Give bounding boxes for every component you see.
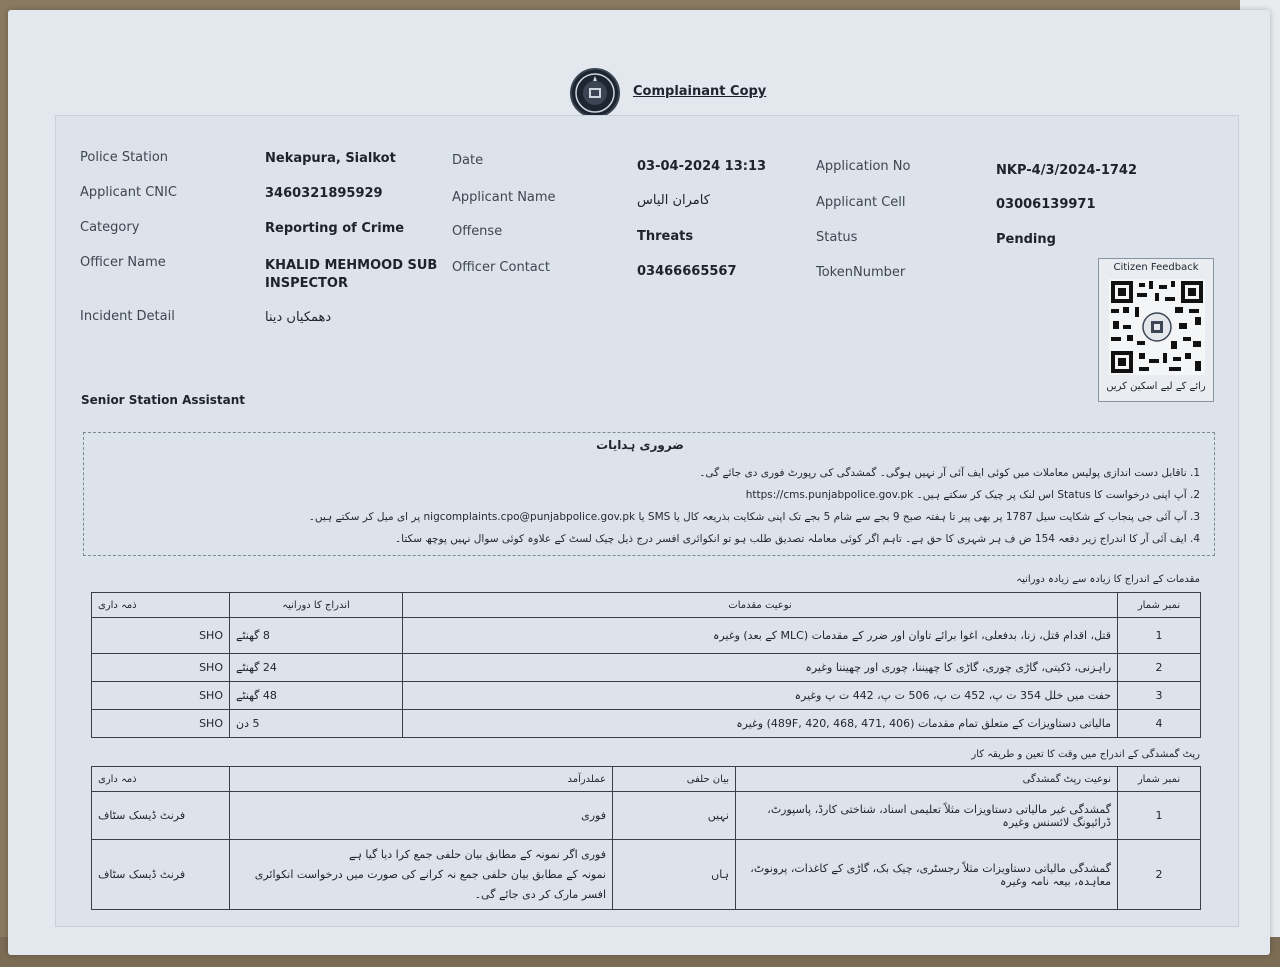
police-station-value: Nekapura, Sialkot bbox=[265, 151, 396, 166]
officer-contact-value: 03466665567 bbox=[637, 264, 737, 279]
applicant-name-label: Applicant Name bbox=[452, 190, 556, 205]
cell-action-line2: نمونہ کے مطابق بیان حلفی جمع نہ کرانے کی صورت میں درخواست انکوائری افسر مارک کر دی جائے گی۔ bbox=[254, 867, 606, 901]
cell-duration: 48 گھنٹے bbox=[230, 682, 403, 710]
cell-case-type: راہزنی، ڈکیتی، گاڑی چوری، گاڑی کا چھیننا، چوری اور چھیننا وغیرہ bbox=[403, 654, 1118, 682]
applicant-cell-label: Applicant Cell bbox=[816, 195, 906, 210]
status-value: Pending bbox=[996, 232, 1056, 247]
header-responsibility: ذمہ داری bbox=[92, 593, 230, 618]
missing-report-table bbox=[91, 766, 1201, 910]
instruction-item: 3. آپ آئی جی پنجاب کے شکایت سیل 1787 پر بھی پیر تا ہفتہ صبح 9 بجے سے شام 5 بجے تک اپنی شکایت بذریعہ کال یا SMS یا nigcomplaints.cpo@punjabpolice.gov.pk پر ای میل کر سکتے ہیں۔ bbox=[308, 511, 1200, 523]
offense-value: Threats bbox=[637, 229, 694, 244]
date-label: Date bbox=[452, 153, 484, 168]
cell-responsibility: SHO bbox=[92, 654, 230, 682]
table2-caption: رپٹ گمشدگی کے اندراج میں وقت کا تعین و طریقہ کار bbox=[971, 749, 1200, 760]
cell-duration: 24 گھنٹے bbox=[230, 654, 403, 682]
header-responsibility: ذمہ داری bbox=[92, 767, 230, 792]
cell-case-type: قتل، اقدام قتل، زنا، بدفعلی، اغوا برائے تاوان اور ضرر کے مقدمات (MLC کے بعد) وغیرہ bbox=[403, 618, 1118, 654]
officer-name-value-line2: INSPECTOR bbox=[265, 276, 348, 291]
table-row bbox=[92, 618, 1201, 654]
date-value: 03-04-2024 13:13 bbox=[637, 159, 767, 174]
cell-report-type: گمشدگی غیر مالیاتی دستاویزات مثلاً تعلیمی اسناد، شناختی کارڈ، پاسپورٹ، ڈرائیونگ لائسنس وغیرہ bbox=[736, 792, 1118, 840]
table-header-row bbox=[92, 593, 1201, 618]
cell-serial: 3 bbox=[1118, 682, 1201, 710]
instruction-item: 1. ناقابل دست اندازی پولیس معاملات میں کوئی ایف آئی آر نہیں ہوگی۔ گمشدگی کی رپورٹ فوری دی جائے گی۔ bbox=[699, 467, 1200, 479]
cell-report-type: گمشدگی مالیاتی دستاویزات مثلاً رجسٹری، چیک بک، گاڑی کے کاغذات، پرونوٹ، معاہدہ، بیعہ نامہ وغیرہ bbox=[736, 840, 1118, 910]
table-row bbox=[92, 682, 1201, 710]
table-header-row bbox=[92, 767, 1201, 792]
token-number-label: TokenNumber bbox=[816, 265, 906, 280]
application-no-value: NKP-4/3/2024-1742 bbox=[996, 163, 1137, 178]
instructions-list bbox=[100, 462, 1200, 550]
header-duration: اندراج کا دورانیہ bbox=[230, 593, 403, 618]
officer-name-value-line1: KHALID MEHMOOD SUB bbox=[265, 258, 438, 273]
incident-detail-label: Incident Detail bbox=[80, 309, 175, 324]
application-no-label: Application No bbox=[816, 159, 911, 174]
cell-case-type: مالیاتی دستاویزات کے متعلق تمام مقدمات (489F, 420, 468, 471, 406) وغیرہ bbox=[403, 710, 1118, 738]
senior-station-assistant-label: Senior Station Assistant bbox=[81, 393, 246, 407]
instruction-item: 4. ایف آئی آر کا اندراج زیر دفعہ 154 ض ف ہر شہری کا حق ہے۔ تاہم اگر کوئی معاملہ تصدیق طلب ہو تو انکوائری افسر درج ذیل چیک لسٹ کے علاوہ کوئی سوال نہیں پوچھ سکتا۔ bbox=[394, 533, 1200, 545]
police-station-label: Police Station bbox=[80, 150, 169, 165]
qr-title: Citizen Feedback bbox=[1113, 262, 1199, 273]
header-serial: نمبر شمار bbox=[1118, 767, 1201, 792]
cell-case-type: حفت میں خلل 354 ت پ، 452 ت پ، 506 ت پ، 442 ت پ وغیرہ bbox=[403, 682, 1118, 710]
applicant-cnic-value: 3460321895929 bbox=[265, 186, 383, 201]
header-report-type: نوعیت رپٹ گمشدگی bbox=[736, 767, 1118, 792]
police-logo-icon bbox=[570, 68, 620, 118]
instruction-item: 2. آپ اپنی درخواست کا Status اس لنک پر چیک کر سکتے ہیں۔ https://cms.punjabpolice.gov.pk bbox=[745, 489, 1200, 501]
cell-action-line1: فوری bbox=[581, 809, 606, 822]
cell-serial: 2 bbox=[1118, 840, 1201, 910]
offense-label: Offense bbox=[452, 224, 503, 239]
officer-contact-label: Officer Contact bbox=[452, 260, 551, 275]
applicant-cnic-label: Applicant CNIC bbox=[80, 185, 177, 200]
cell-responsibility: SHO bbox=[92, 618, 230, 654]
category-value: Reporting of Crime bbox=[265, 221, 405, 236]
cell-affidavit: ہاں bbox=[613, 840, 736, 910]
table1-caption: مقدمات کے اندراج کا زیادہ سے زیادہ دورانیہ bbox=[1016, 574, 1200, 585]
cell-responsibility: SHO bbox=[92, 682, 230, 710]
citizen-feedback-box bbox=[1098, 258, 1214, 402]
cell-serial: 2 bbox=[1118, 654, 1201, 682]
table-row bbox=[92, 840, 1201, 910]
header-case-type: نوعیت مقدمات bbox=[403, 593, 1118, 618]
header-serial: نمبر شمار bbox=[1118, 593, 1201, 618]
qr-caption: رائے کے لیے اسکین کریں bbox=[1106, 381, 1206, 392]
cell-responsibility: فرنٹ ڈیسک سٹاف bbox=[92, 792, 230, 840]
incident-detail-value: دھمکیاں دینا bbox=[265, 310, 332, 325]
table-row bbox=[92, 792, 1201, 840]
header-action: عملدرآمد bbox=[230, 767, 613, 792]
applicant-name-value: کامران الیاس bbox=[637, 193, 710, 208]
header-affidavit: بیان حلفی bbox=[613, 767, 736, 792]
table-row bbox=[92, 710, 1201, 738]
status-label: Status bbox=[816, 230, 858, 245]
cell-serial: 1 bbox=[1118, 792, 1201, 840]
registration-duration-table bbox=[91, 592, 1201, 738]
instructions-title: ضروری ہدایات bbox=[596, 438, 684, 452]
qr-code-icon[interactable] bbox=[1109, 279, 1205, 379]
cell-action-line1: فوری اگر نمونہ کے مطابق بیان حلفی جمع کرا دیا گیا ہے bbox=[349, 847, 606, 861]
cell-action bbox=[230, 840, 613, 910]
officer-name-label: Officer Name bbox=[80, 255, 166, 270]
cell-action bbox=[230, 792, 613, 840]
cell-responsibility: SHO bbox=[92, 710, 230, 738]
cell-serial: 4 bbox=[1118, 710, 1201, 738]
cell-duration: 8 گھنٹے bbox=[230, 618, 403, 654]
category-label: Category bbox=[80, 220, 140, 235]
cell-affidavit: نہیں bbox=[613, 792, 736, 840]
cell-responsibility: فرنٹ ڈیسک سٹاف bbox=[92, 840, 230, 910]
applicant-cell-value: 03006139971 bbox=[996, 197, 1096, 212]
document-title: Complainant Copy bbox=[633, 84, 767, 99]
table-row bbox=[92, 654, 1201, 682]
cell-duration: 5 دن bbox=[230, 710, 403, 738]
cell-serial: 1 bbox=[1118, 618, 1201, 654]
